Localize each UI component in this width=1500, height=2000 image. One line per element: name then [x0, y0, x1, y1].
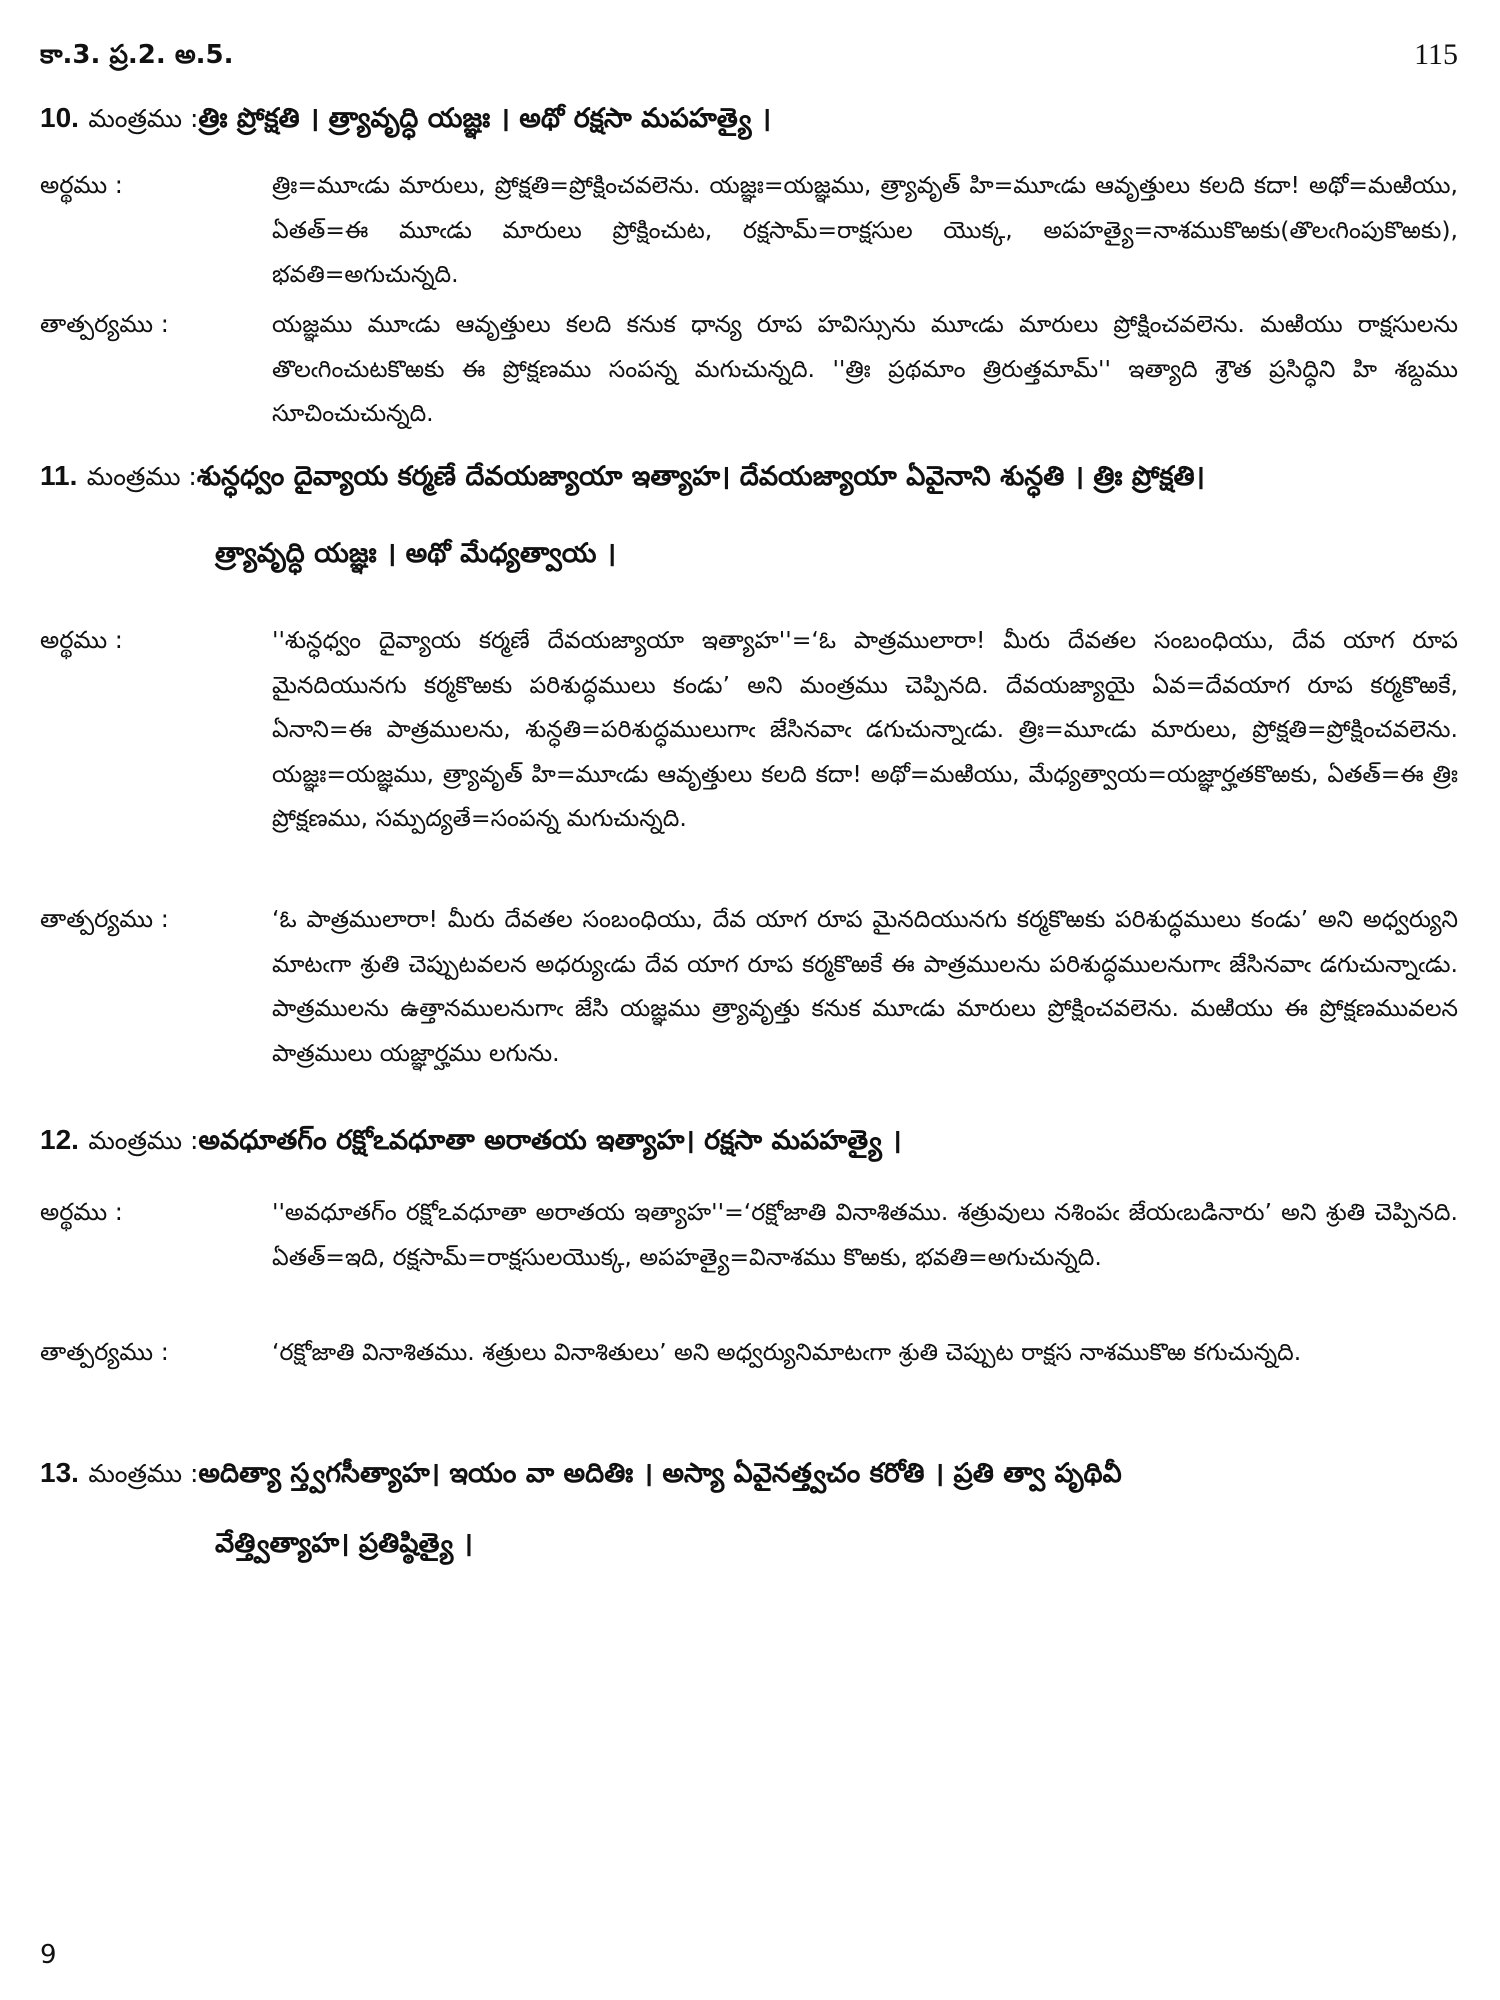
page-number: 115: [1414, 38, 1458, 71]
mantra-10: [40, 100, 1460, 136]
tatparya-text: ‘ఓ పాత్రములారా! మీరు దేవతల సంబంధియు, దేవ యాగ రూప మైనదియునగు కర్మకొఱకు పరిశుద్ధములు కండు’ అని అధ్వర్యుని మాటఁగా శ్రుతి చెప్పుటవలన అధర్యుఁడు దేవ యాగ రూప కర్మకొఱకే ఈ పాత్రములను పరిశుద్ధములనుగాఁ జేసినవాఁ డగుచున్నాఁడు. పాత్రములను ఉత్తానములనుగాఁ జేసి యజ్ఞము త్ర్యావృత్తు కనుక మూఁడు మారులు ప్రోక్షించవలెను. మఱియు ఈ ప్రోక్షణమువలన పాత్రములు యజ్ఞార్హము లగును.: [272, 905, 1458, 1067]
mantra-text: త్రిః ప్రోక్షతి । త్ర్యావృద్ధి యజ్ఞః । అథో రక్షసా మపహత్యై ।: [198, 103, 772, 134]
mantra-number: 13.: [40, 1457, 79, 1488]
mantra-13-continued: వేత్త్విత్యాహ। ప్రతిష్ఠిత్యై ।: [215, 1528, 473, 1559]
tatparya-label: తాత్పర్యము :: [40, 1338, 169, 1366]
tatparya-text: ‘రక్షోజాతి వినాశితము. శత్రులు వినాశితులు’ అని అధ్వర్యునిమాటఁగా శ్రుతి చెప్పుట రాక్షస నాశముకొఱ కగుచున్నది.: [272, 1338, 1302, 1366]
artha-text: ''అవధూతగ్ం రక్షోఽవధూతా అరాతయ ఇత్యాహ''=‘రక్షోజాతి వినాశితము. శత్రువులు నశింపఁ జేయఁబడినారు’ అని శ్రుతి చెప్పినది. ఏతత్=ఇది, రక్షసామ్=రాక్షసులయొక్క, అపహత్యై=వినాశము కొఱకు, భవతి=అగుచున్నది.: [272, 1198, 1458, 1271]
tatparya-label: తాత్పర్యము :: [40, 310, 169, 338]
mantra-11: [40, 458, 1460, 494]
mantra-number: 12.: [40, 1124, 79, 1155]
artha-label: అర్థము :: [40, 1198, 123, 1226]
mantra-12: [40, 1122, 1460, 1158]
tatparya-text: యజ్ఞము మూఁడు ఆవృత్తులు కలది కనుక ధాన్య రూప హవిస్సును మూఁడు మారులు ప్రోక్షించవలెను. మఱియు రాక్షసులను తొలఁగించుటకొఱకు ఈ ప్రోక్షణము సంపన్న మగుచున్నది. ''త్రిః ప్రథమాం త్రిరుత్తమామ్'' ఇత్యాది శ్రౌత ప్రసిద్ధిని హి శబ్దము సూచించుచున్నది.: [272, 310, 1458, 427]
artha-label: అర్థము :: [40, 626, 123, 654]
artha-text: ''శున్ధధ్వం దైవ్యాయ కర్మణే దేవయజ్యాయా ఇత్యాహ''=‘ఓ పాత్రములారా! మీరు దేవతల సంబంధియు, దేవ యాగ రూప మైనదియునగు కర్మకొఱకు పరిశుద్ధములు కండు’ అని మంత్రము చెప్పినది. దేవయజ్యాయై ఏవ=దేవయాగ రూప కర్మకొఱకే, ఏనాని=ఈ పాత్రములను, శున్ధతి=పరిశుద్ధములుగాఁ జేసినవాఁ డగుచున్నాఁడు. త్రిః=మూఁడు మారులు, ప్రోక్షతి=ప్రోక్షించవలెను. యజ్ఞః=యజ్ఞము, త్ర్యావృత్ హి=మూఁడు ఆవృత్తులు కలది కదా! అథో=మఱియు, మేధ్యత్వాయ=యజ్ఞార్హతకొఱకు, ఏతత్=ఈ త్రిః ప్రోక్షణము, సమ్పద్యతే=సంపన్న మగుచున్నది.: [272, 626, 1458, 832]
mantra-text: శున్ధధ్వం దైవ్యాయ కర్మణే దేవయజ్యాయా ఇత్యాహ। దేవయజ్యాయా ఏవైనాని శున్ధతి । త్రిః ప్రోక్షతి।: [196, 461, 1205, 492]
mantra-text: అదిత్యా స్త్వగసీత్యాహ। ఇయం వా అదితిః । అస్యా ఏవైనత్త్వచం కరోతి । ప్రతి త్వా పృథివీ: [198, 1458, 1122, 1489]
mantra-label: మంత్రము :: [88, 1459, 199, 1488]
mantra-label: మంత్రము :: [86, 462, 197, 491]
mantra-label: మంత్రము :: [88, 104, 199, 133]
mantra-number: 10.: [40, 102, 79, 133]
mantra-number: 11.: [40, 460, 78, 491]
tatparya-label: తాత్పర్యము :: [40, 905, 169, 933]
mantra-11-continued: త్ర్యావృద్ధి యజ్ఞః । అథో మేధ్యత్వాయ ।: [215, 538, 617, 569]
artha-label: అర్థము :: [40, 171, 123, 199]
mantra-text: అవధూతగ్ం రక్షోఽవధూతా అరాతయ ఇత్యాహ। రక్షసా మపహత్యై ।: [198, 1125, 902, 1156]
running-header: కా.3. ప్ర.2. అ.5.: [40, 40, 234, 70]
mantra-13: [40, 1455, 1460, 1491]
footer-number: 9: [40, 1940, 57, 1970]
artha-text: త్రిః=మూఁడు మారులు, ప్రోక్షతి=ప్రోక్షించవలెను. యజ్ఞః=యజ్ఞము, త్ర్యావృత్ హి=మూఁడు ఆవృత్తులు కలది కదా! అథో=మఱియు, ఏతత్=ఈ మూఁడు మారులు ప్రోక్షించుట, రక్షసామ్=రాక్షసుల యొక్క, అపహత్యై=నాశముకొఱకు(తొలఁగింపుకొఱకు), భవతి=అగుచున్నది.: [272, 171, 1458, 288]
mantra-label: మంత్రము :: [88, 1126, 199, 1155]
